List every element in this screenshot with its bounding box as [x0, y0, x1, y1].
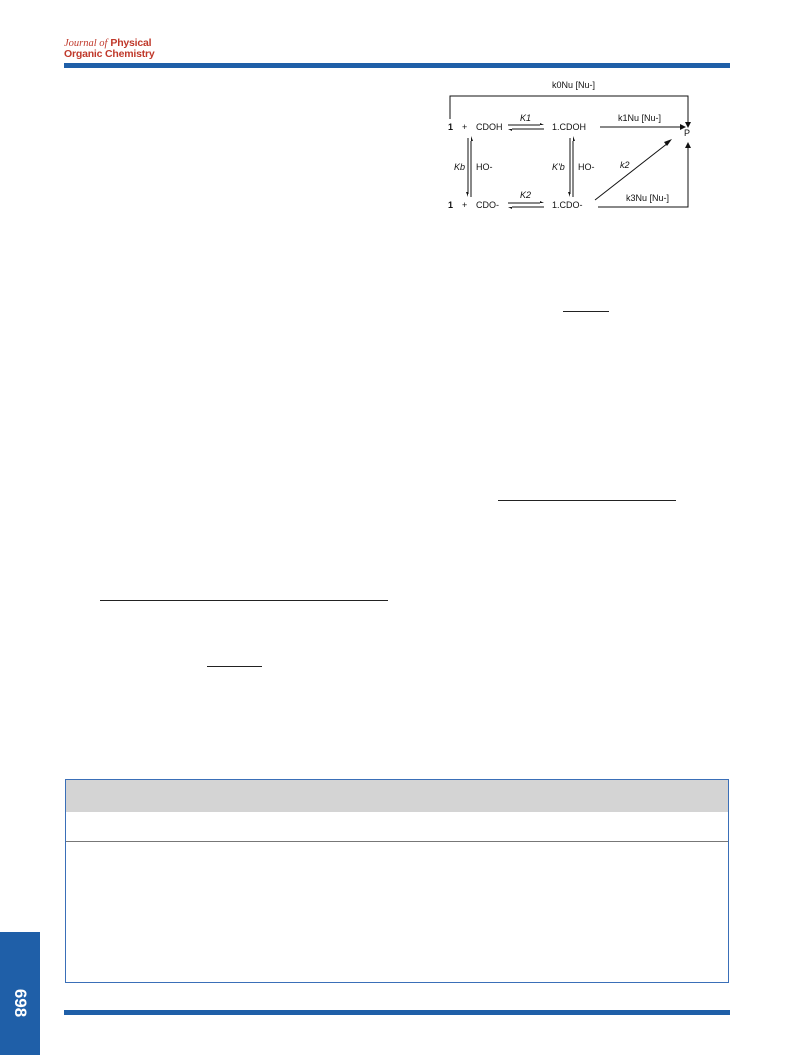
reaction-scheme	[440, 76, 740, 226]
table-header-divider	[66, 841, 728, 842]
scheme-row1-rate: k1Nu [Nu-]	[618, 113, 662, 123]
scheme-row2-plus: +	[462, 200, 468, 210]
scheme-kb: Kb	[454, 162, 466, 172]
table-header-row	[66, 780, 728, 812]
scheme-ho-left: HO-	[476, 162, 493, 172]
scheme-top-rate: k0Nu [Nu-]	[552, 80, 596, 90]
equation-fraction-bar	[498, 500, 676, 501]
footer-rule	[64, 1010, 730, 1015]
scheme-product: P	[684, 128, 691, 138]
scheme-k1: K1	[520, 113, 532, 123]
equation-fraction-bar	[563, 311, 609, 312]
journal-name-line2: Organic Chemistry	[64, 48, 155, 60]
header-rule	[64, 63, 730, 68]
scheme-row2-complex: 1.CDO-	[552, 200, 583, 210]
scheme-row1-plus: +	[462, 122, 468, 132]
data-table	[65, 779, 729, 983]
scheme-row1-species: CDOH	[476, 122, 503, 132]
scheme-row2-rate: k3Nu [Nu-]	[626, 193, 670, 203]
scheme-kb-prime: K'b	[552, 162, 565, 172]
scheme-row1-reactant: 1	[448, 122, 454, 132]
table-subheader-row	[66, 812, 728, 841]
equation-fraction-bar	[100, 600, 388, 601]
scheme-k2: K2	[520, 190, 532, 200]
scheme-k2-diagonal: k2	[620, 160, 630, 170]
journal-name-prefix: Journal of	[64, 38, 108, 49]
scheme-row2-reactant: 1	[448, 200, 454, 210]
scheme-row2-species: CDO-	[476, 200, 499, 210]
scheme-ho-right: HO-	[578, 162, 595, 172]
equation-fraction-bar	[207, 666, 262, 667]
page-number: 698	[11, 988, 30, 1018]
scheme-row1-complex: 1.CDOH	[552, 122, 587, 132]
journal-name-bold: Physical	[110, 37, 152, 49]
journal-logo	[64, 38, 155, 60]
